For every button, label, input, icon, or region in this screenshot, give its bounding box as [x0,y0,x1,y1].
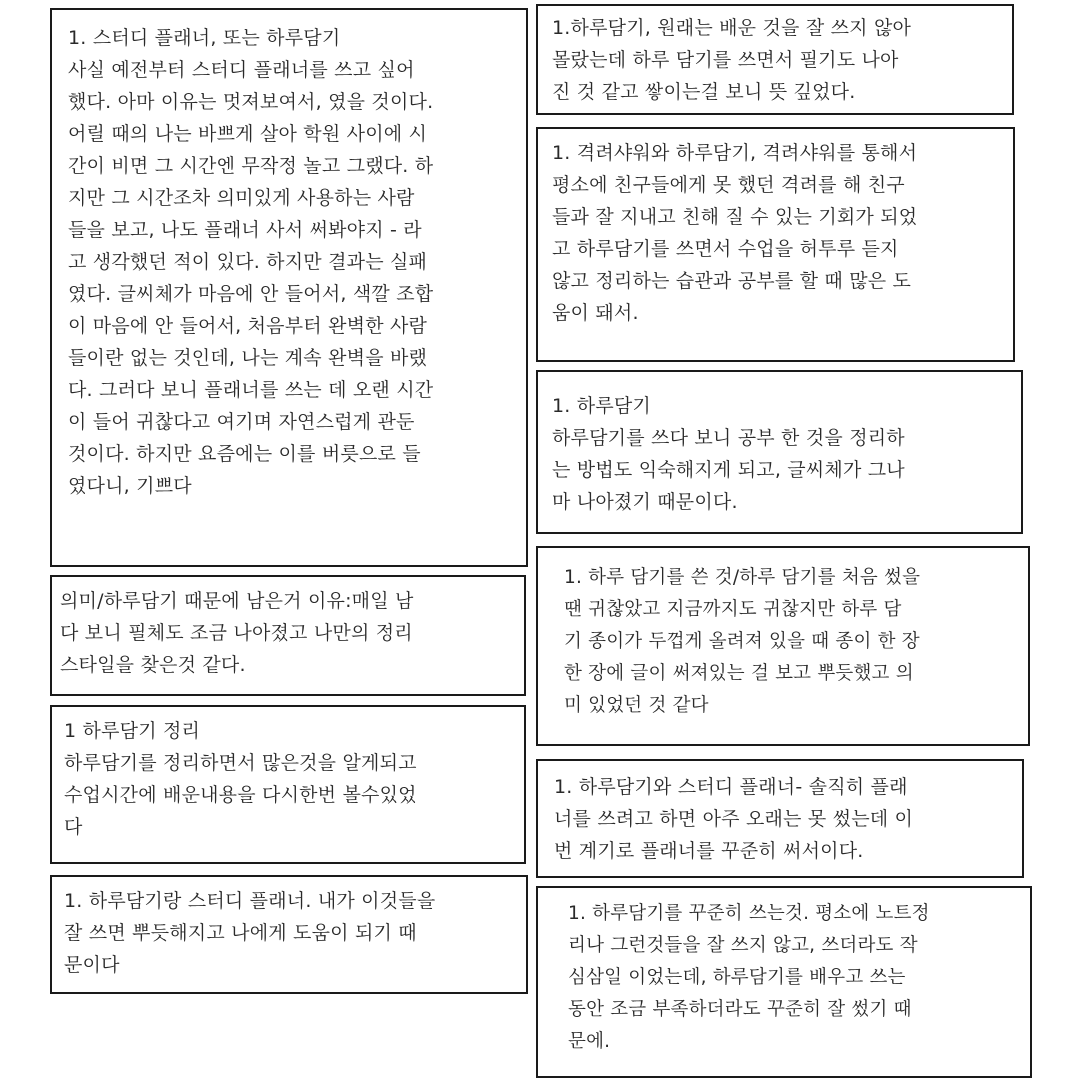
response-card-10 [536,886,1032,1078]
response-card-9 [536,759,1024,878]
response-card-7 [536,370,1023,534]
response-text-1: 1. 스터디 플래너, 또는 하루담기 사실 예전부터 스터디 플래너를 쓰고 싶어 했다. 아마 이유는 멋져보여서, 였을 것이다. 어릴 때의 나는 바쁘게 살아 학원 사이에 시 간이 비면 그 시간엔 무작정 놀고 그랬다. 하 지만 그 시간조차 의미있게 사용하는 사람 들을 보고, 나도 플래너 사서 써봐야지 - 라 고 생각했던 적이 있다. 하지만 결과는 실패 였다. 글씨체가 마음에 안 들어서, 색깔 조합 이 마음에 안 들어서, 처음부터 완벽한 사람 들이란 없는 것인데, 나는 계속 완벽을 바랬 다. 그러다 보니 플래너를 쓰는 데 오랜 시간 이 들어 귀찮다고 여기며 자연스럽게 관둔 것이다. 하지만 요즘에는 이를 버릇으로 들 였다니, 기쁘다 [68,27,434,497]
response-text-7: 1. 하루담기 하루담기를 쓰다 보니 공부 한 것을 정리하 는 방법도 익숙해지게 되고, 글씨체가 그나 마 나아졌기 때문이다. [552,395,905,513]
response-card-5 [536,4,1014,115]
response-card-4 [50,875,528,994]
response-card-3 [50,705,526,864]
response-text-10: 1. 하루담기를 꾸준히 쓰는것. 평소에 노트정 리나 그런것들을 잘 쓰지 않고, 쓰더라도 작 심삼일 이었는데, 하루담기를 배우고 쓰는 동안 조금 부족하더라도 꾸준히 잘 썼기 때 문에. [568,903,930,1052]
response-card-2 [50,575,526,696]
response-text-8: 1. 하루 담기를 쓴 것/하루 담기를 처음 썼을 땐 귀찮았고 지금까지도 귀찮지만 하루 담 기 종이가 두껍게 올려져 있을 때 종이 한 장 한 장에 글이 써져있는 걸 보고 뿌듯했고 의 미 있었던 것 같다 [564,567,921,716]
response-text-6: 1. 격려샤워와 하루담기, 격려샤워를 통해서 평소에 친구들에게 못 했던 격려를 해 친구 들과 잘 지내고 친해 질 수 있는 기회가 되었 고 하루담기를 쓰면서 수업을 허투루 듣지 않고 정리하는 습관과 공부를 할 때 많은 도 움이 돼서. [552,142,918,324]
response-text-2: 의미/하루담기 때문에 남은거 이유:매일 남 다 보니 필체도 조금 나아졌고 나만의 정리 스타일을 찾은것 같다. [60,590,414,676]
response-card-6 [536,127,1015,362]
response-card-1 [50,8,528,567]
response-card-8 [536,546,1030,746]
response-text-5: 1.하루담기, 원래는 배운 것을 잘 쓰지 않아 몰랐는데 하루 담기를 쓰면서 필기도 나아 진 것 같고 쌓이는걸 보니 뜻 깊었다. [552,17,912,103]
response-text-3: 1 하루담기 정리 하루담기를 정리하면서 많은것을 알게되고 수업시간에 배운내용을 다시한번 볼수있었 다 [64,720,417,838]
response-text-9: 1. 하루담기와 스터디 플래너- 솔직히 플래 너를 쓰려고 하면 아주 오래는 못 썼는데 이 번 계기로 플래너를 꾸준히 써서이다. [554,776,914,862]
response-text-4: 1. 하루담기랑 스터디 플래너. 내가 이것들을 잘 쓰면 뿌듯해지고 나에게 도움이 되기 때 문이다 [64,890,436,976]
